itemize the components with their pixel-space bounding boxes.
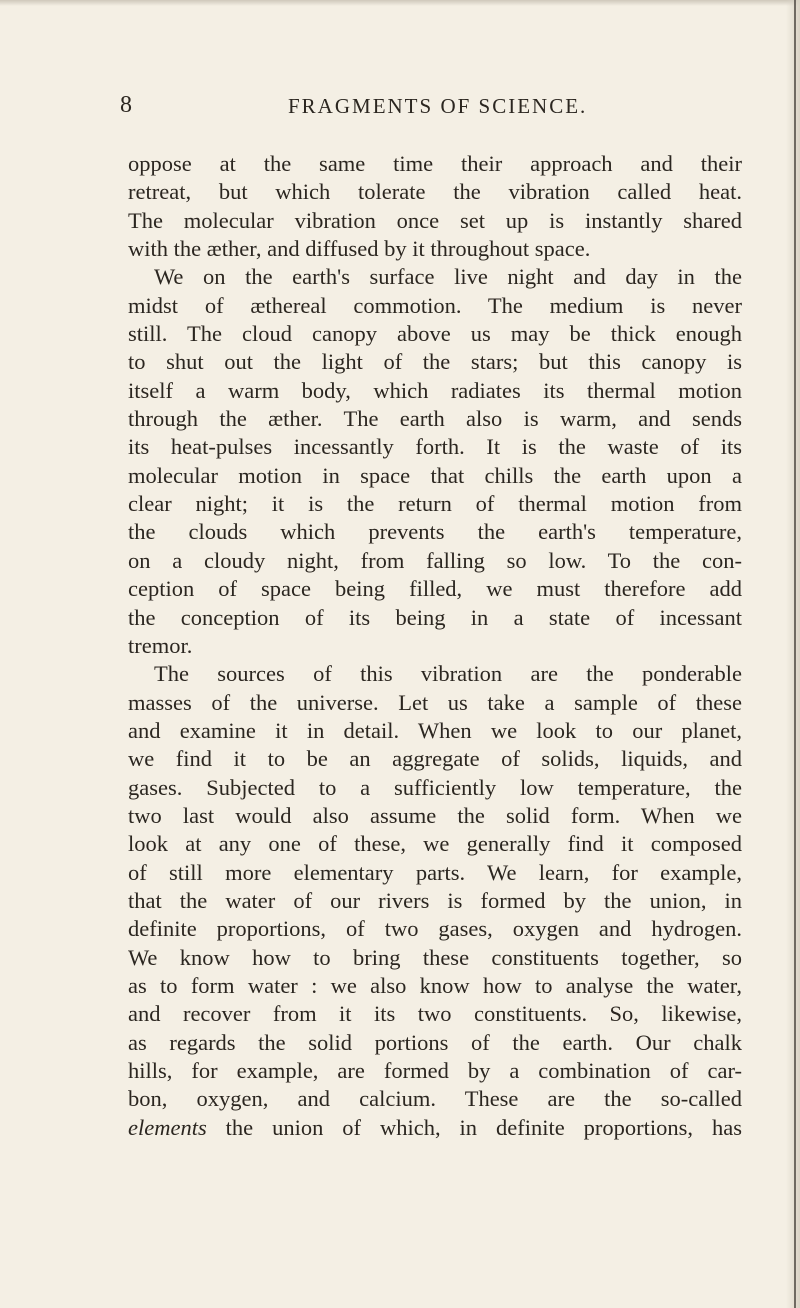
- text-line: The molecular vibration once set up is instantly shared: [128, 207, 742, 233]
- text-line: We know how to bring these constituents together, so: [128, 944, 742, 970]
- text-line: gases. Subjected to a sufficiently low temperature, the: [128, 774, 742, 800]
- text-line: two last would also assume the solid form. When we: [128, 802, 742, 828]
- text-line: the conception of its being in a state of incessant: [128, 604, 742, 630]
- body-text: [128, 150, 742, 1142]
- italic-term: elements: [128, 1114, 207, 1140]
- text-line: look at any one of these, we generally find it composed: [128, 831, 742, 857]
- text-line-rest: the union of which, in definite proportions, has: [206, 1114, 742, 1140]
- text-line: oppose at the same time their approach and their: [128, 151, 742, 176]
- page-right-edge-line: [794, 0, 796, 1308]
- paragraph-first-line: The sources of this vibration are the ponderable: [154, 661, 742, 687]
- text-line: through the æther. The earth also is warm, and sends: [128, 406, 742, 432]
- text-line: and recover from it its two constituents. So, likewise,: [128, 1001, 742, 1027]
- text-line-final: [128, 1114, 742, 1142]
- text-line: clear night; it is the return of thermal motion from: [128, 491, 742, 517]
- page-right-shadow: [786, 0, 800, 1308]
- text-line: and examine it in detail. When we look to our planet,: [128, 717, 742, 743]
- text-line: its heat-pulses incessantly forth. It is the waste of its: [128, 434, 742, 460]
- text-line: still. The cloud canopy above us may be thick enough: [128, 321, 742, 347]
- text-line: that the water of our rivers is formed by the union, in: [128, 887, 742, 913]
- text-line: molecular motion in space that chills the earth upon a: [128, 462, 742, 488]
- text-line: to shut out the light of the stars; but this canopy is: [128, 349, 742, 375]
- text-line: midst of æthereal commotion. The medium is never: [128, 292, 742, 318]
- text-line: hills, for example, are formed by a combination of car-: [128, 1058, 742, 1083]
- page-top-edge: [0, 0, 800, 6]
- text-line: on a cloudy night, from falling so low. To the con-: [128, 547, 742, 573]
- page-number: 8: [120, 92, 133, 118]
- text-line: the clouds which prevents the earth's temperature,: [128, 519, 742, 545]
- running-head: [120, 90, 760, 126]
- running-title: FRAGMENTS OF SCIENCE.: [288, 94, 588, 118]
- text-line: masses of the universe. Let us take a sample of these: [128, 689, 742, 715]
- text-line: ception of space being filled, we must therefore add: [128, 576, 742, 602]
- text-line: bon, oxygen, and calcium. These are the so-called: [128, 1086, 742, 1112]
- text-line: tremor.: [128, 632, 193, 658]
- text-line: of still more elementary parts. We learn, for example,: [128, 859, 742, 885]
- text-line: as to form water : we also know how to analyse the water,: [128, 972, 742, 998]
- text-line: we find it to be an aggregate of solids, liquids, and: [128, 746, 742, 772]
- text-line: definite proportions, of two gases, oxygen and hydrogen.: [128, 916, 742, 942]
- text-line: as regards the solid portions of the earth. Our chalk: [128, 1029, 742, 1055]
- text-line: with the æther, and diffused by it throughout space.: [128, 236, 591, 262]
- text-line: itself a warm body, which radiates its thermal motion: [128, 377, 742, 403]
- paragraph-first-line: We on the earth's surface live night and day in the: [154, 264, 742, 290]
- text-line: retreat, but which tolerate the vibration called heat.: [128, 179, 742, 205]
